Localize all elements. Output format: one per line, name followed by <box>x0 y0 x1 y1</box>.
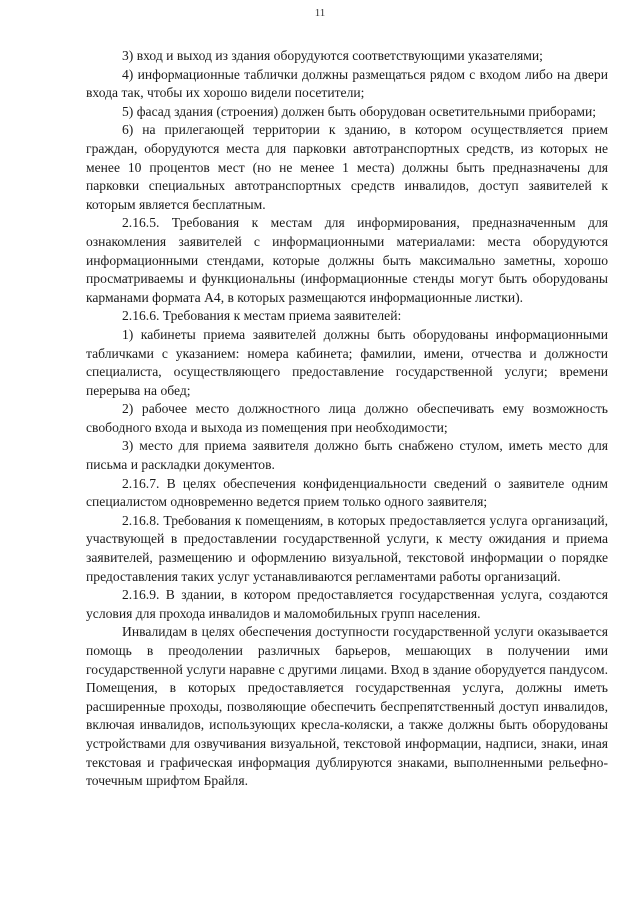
paragraph-2-16-6: 2.16.6. Требования к местам приема заявителей: <box>122 308 402 324</box>
document-body <box>86 47 608 791</box>
paragraph-2-16-6-item-1: 1) кабинеты приема заявителей должны быть оборудованы информационными табличками с указанием: номера кабинета; фамилии, имени, отчества и должности специалиста, осуществляющего предоставление государственной услуги; времени перерыва на обед; <box>86 326 608 398</box>
paragraph-2-16-5: 2.16.5. Требования к местам для информирования, предназначенным для ознакомления заявителей с информационными материалами: места оборудуются информационными стендами, которые должны быть максимально заметны, хорошо просматриваемы и функциональны (информационные стенды могут быть оборудованы карманами формата А4, в которых размещаются информационные листки). <box>86 215 608 305</box>
page-number: 11 <box>314 7 326 19</box>
paragraph-item-6: 6) на прилегающей территории к зданию, в котором осуществляется прием граждан, оборудуются места для парковки автотранспортных средств, из которых не менее 10 процентов мест (но не менее 1 места) должны быть предназначены для парковки специальных автотранспортных средств инвалидов, доступ заявителей к которым является бесплатным. <box>86 122 608 212</box>
paragraph-item-3: 3) вход и выход из здания оборудуются соответствующими указателями; <box>122 48 543 63</box>
paragraph-2-16-6-item-2: 2) рабочее место должностного лица должно обеспечивать ему возможность свободного входа и выхода из помещения при необходимости; <box>86 401 608 435</box>
paragraph-item-4: 4) информационные таблички должны размещаться рядом с входом либо на двери входа так, чтобы их хорошо видели посетители; <box>86 66 608 101</box>
paragraph-accessibility: Инвалидам в целях обеспечения доступности государственной услуги оказывается помощь в преодолении различных барьеров, мешающих в получении ими государственной услуги наравне с другими лицами. Вход в здание оборудуется пандусом. Помещения, в которых предоставляется государственная услуга, должны иметь расширенные проходы, позволяющие обеспечить беспрепятственный доступ инвалидов, включая инвалидов, использующих кресла-коляски, а также должны быть оборудованы устройствами для озвучивания визуальной, текстовой информации, надписи, знаки, иная текстовая и графическая информация дублируются знаками, выполненными рельефно-точечным шрифтом Брайля. <box>86 624 608 789</box>
paragraph-2-16-9: 2.16.9. В здании, в котором предоставляется государственная услуга, создаются условия для прохода инвалидов и маломобильных групп населения. <box>86 587 608 621</box>
paragraph-item-5: 5) фасад здания (строения) должен быть оборудован осветительными приборами; <box>122 103 597 119</box>
paragraph-2-16-6-item-3: 3) место для приема заявителя должно быть снабжено стулом, иметь место для письма и раскладки документов. <box>86 438 608 473</box>
paragraph-2-16-7: 2.16.7. В целях обеспечения конфиденциальности сведений о заявителе одним специалистом одновременно ведется прием только одного заявителя; <box>86 475 608 510</box>
paragraph-2-16-8: 2.16.8. Требования к помещениям, в которых предоставляется услуга организаций, участвующей в предоставлении государственной услуги, к месту ожидания и приема заявителей, размещению и оформлению визуальной, текстовой информации о порядке предоставления таких услуг устанавливаются регламентами работы организаций. <box>86 512 608 584</box>
